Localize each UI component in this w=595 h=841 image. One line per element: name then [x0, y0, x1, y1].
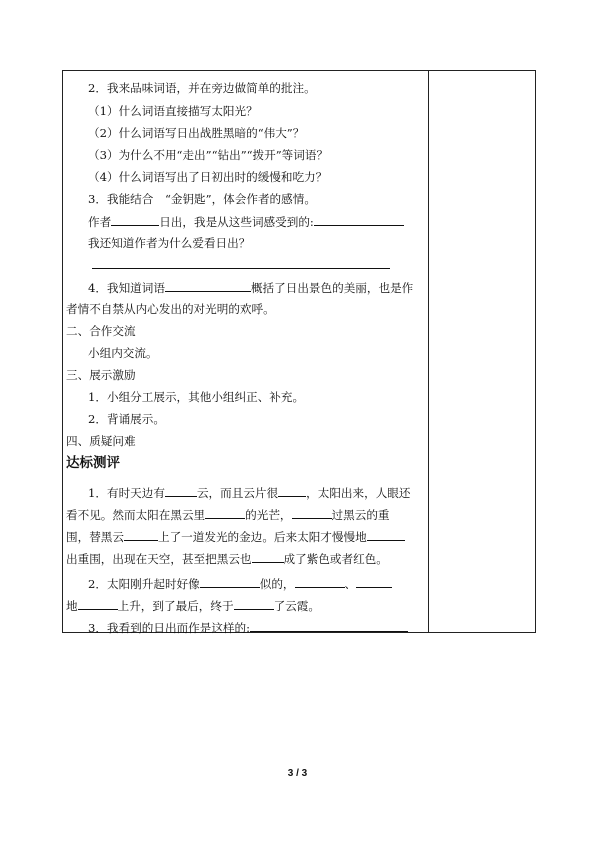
q3-line-1-text: 日出，我是从这些词感受到的: — [159, 215, 314, 229]
q4-line-2: 者情不自禁从内心发出的对光明的欢呼。 — [66, 302, 275, 316]
assessment-q2-blank-2[interactable] — [295, 575, 345, 588]
assessment-q1-line-2 — [66, 506, 390, 523]
assessment-q1-line-3 — [66, 528, 405, 545]
assessment-q1-blank-1[interactable] — [165, 484, 197, 497]
section-2-body: 小组内交流。 — [88, 346, 158, 360]
assessment-q1-text-4a: 出重围，出现在天空，甚至把黑云也 — [66, 552, 252, 566]
q2-item-1: （1）什么词语直接描写太阳光？ — [88, 104, 258, 118]
assessment-q2-text-2c: 了云霞。 — [273, 599, 320, 613]
assessment-q1-line-4 — [66, 550, 388, 567]
assessment-q1-text-3b: 上了一道发光的金边。后来太阳才慢慢地 — [157, 530, 367, 544]
q2-item-4: （4）什么词语写出了日初出时的缓慢和吃力？ — [88, 170, 328, 184]
section-2-title: 二、合作交流 — [66, 324, 136, 338]
assessment-q2-line-2 — [66, 597, 320, 614]
assessment-q1-text-2b: 的光芒， — [245, 508, 292, 522]
q2-item-3: （3）为什么不用“走出”“钻出”“拨开”等词语？ — [88, 148, 329, 162]
assessment-q3-line — [88, 619, 408, 636]
assessment-q1-text-1c: ，太阳出来，人眼还 — [306, 486, 411, 500]
assessment-q1-blank-6[interactable] — [367, 528, 405, 541]
q3-line-1 — [88, 213, 404, 230]
column-divider — [428, 70, 429, 633]
assessment-q2-blank-1[interactable] — [200, 575, 260, 588]
q3-blank-1[interactable] — [111, 213, 159, 226]
assessment-q3-blank[interactable] — [250, 619, 408, 632]
assessment-q1-text-2c: 过黑云的重 — [331, 508, 390, 522]
q4-part-2: 概括了日出景色的美丽，也是作 — [250, 281, 414, 295]
q3-line-2: 我还知道作者为什么爱看日出？ — [88, 236, 251, 250]
q2-item-2: （2）什么词语写日出战胜黑暗的“伟大”？ — [88, 126, 305, 140]
assessment-q2-text-2a: 地 — [66, 599, 78, 613]
q3-title: 3．我能结合 “金钥匙”，体会作者的感情。 — [88, 192, 316, 206]
section-4-title: 四、质疑问难 — [66, 434, 136, 448]
assessment-q1-text-2a: 看不见。然而太阳在黑云里 — [66, 508, 206, 522]
q4-blank[interactable] — [165, 279, 251, 292]
assessment-q2-text-1b: 似的， — [259, 577, 295, 591]
assessment-q1-text-4b: 成了紫色或者红色。 — [283, 552, 388, 566]
assessment-q1-text-1a: 1．有时天边有 — [88, 486, 165, 500]
q4-part-1: 4．我知道词语 — [88, 281, 165, 295]
assessment-q1-text-3a: 围，替黑云 — [66, 530, 124, 544]
q2-title: 2．我来品味词语，并在旁边做简单的批注。 — [88, 81, 316, 95]
assessment-q2-blank-4[interactable] — [78, 597, 118, 610]
section-3-item-1: 1．小组分工展示，其他小组纠正、补充。 — [88, 390, 305, 404]
q3-author-label: 作者 — [88, 215, 112, 229]
assessment-q2-text-1c: 、 — [344, 577, 357, 591]
assessment-q2-text-2b: 上升，到了最后，终于 — [117, 599, 234, 613]
section-3-title: 三、展示激励 — [66, 368, 136, 382]
page-number: 3 / 3 — [287, 768, 308, 779]
assessment-q1-blank-2[interactable] — [278, 484, 306, 497]
assessment-q1-blank-5[interactable] — [124, 528, 158, 541]
assessment-q2-line-1 — [88, 575, 392, 592]
assessment-q1-blank-4[interactable] — [292, 506, 332, 519]
assessment-q1-blank-3[interactable] — [205, 506, 245, 519]
q3-blank-2[interactable] — [314, 213, 404, 226]
assessment-q2-blank-3[interactable] — [356, 575, 392, 588]
assessment-q2-text-1a: 2．太阳刚升起时好像 — [88, 577, 200, 591]
assessment-q2-blank-5[interactable] — [234, 597, 274, 610]
assessment-q1-line-1 — [88, 484, 410, 501]
q4-line-1 — [88, 279, 413, 296]
assessment-q1-blank-7[interactable] — [252, 550, 284, 563]
q3-answer-line[interactable] — [92, 268, 390, 269]
section-3-item-2: 2．背诵展示。 — [88, 412, 165, 426]
assessment-q3-text: 3．我看到的日出而作是这样的: — [88, 621, 251, 635]
assessment-heading: 达标测评 — [66, 455, 120, 471]
assessment-q1-text-1b: 云，而且云片很 — [196, 486, 279, 500]
